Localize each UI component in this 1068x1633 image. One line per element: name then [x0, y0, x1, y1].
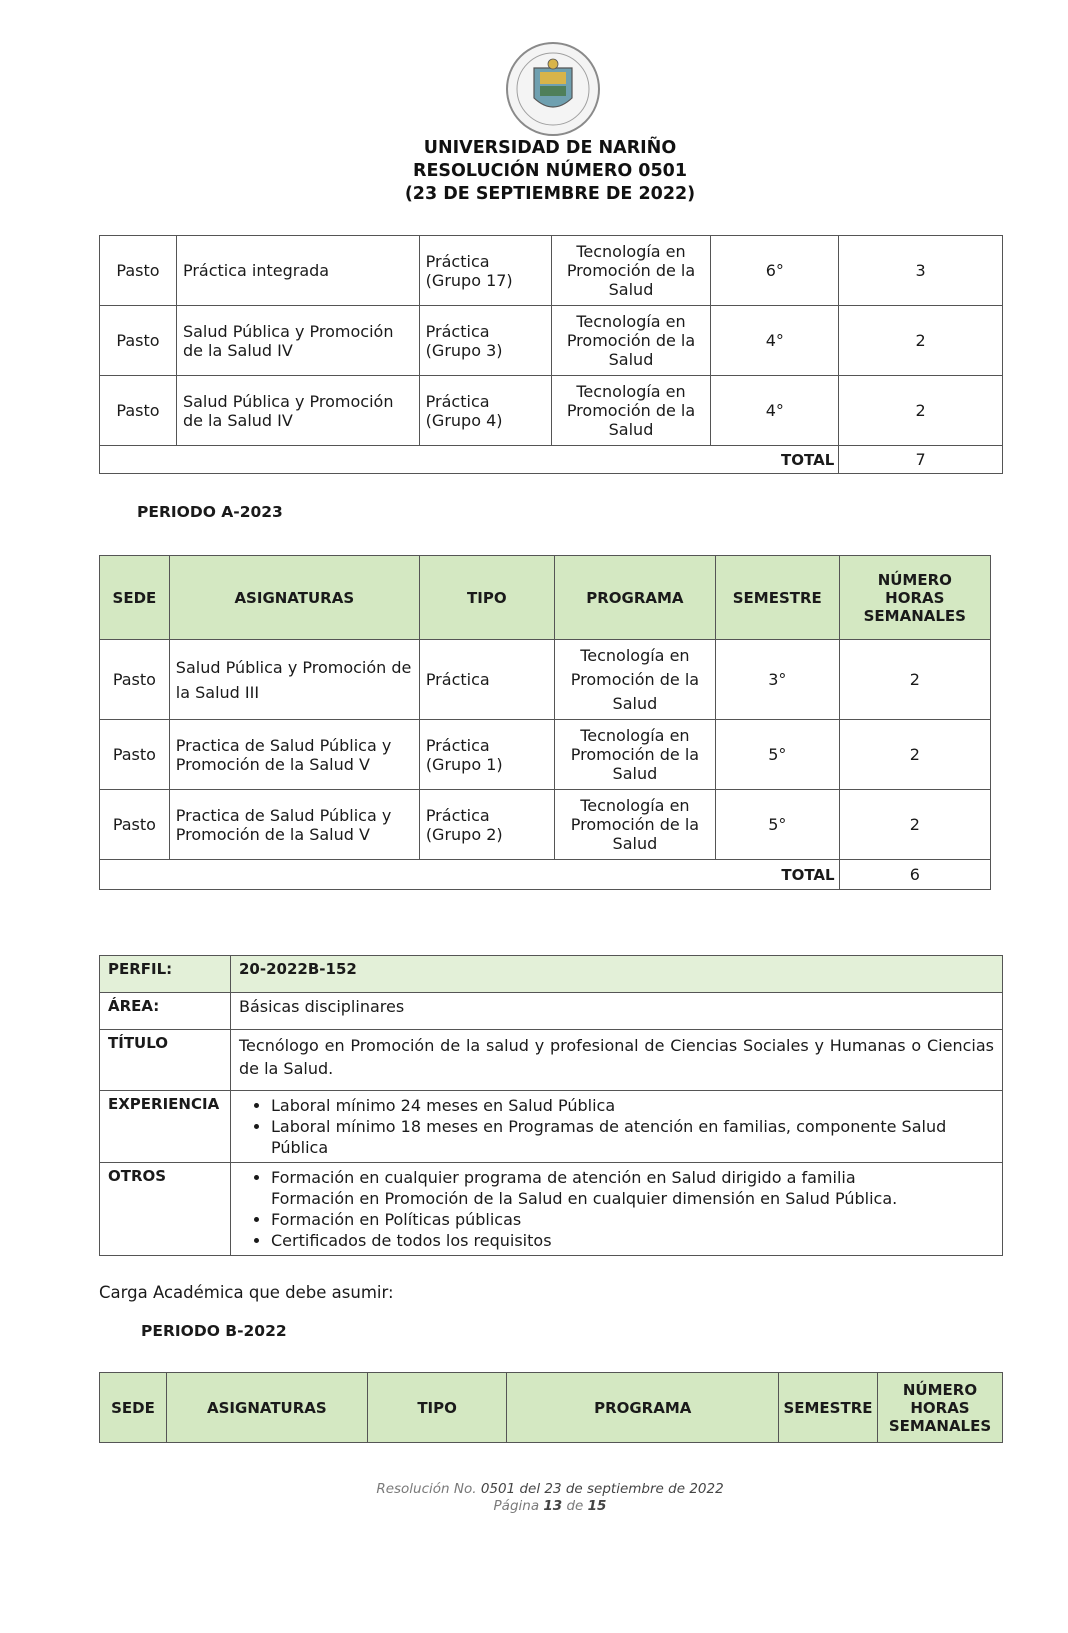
- experiencia-list-cell: [231, 1091, 1003, 1163]
- cell-horas: 2: [839, 790, 990, 860]
- cell-tipo: Práctica: [419, 640, 554, 720]
- header-tipo: TIPO: [367, 1373, 507, 1443]
- footer-page-total: 15: [587, 1498, 607, 1514]
- list-item: • Formación en Políticas públicas: [271, 1209, 994, 1230]
- cell-sede: Pasto: [100, 376, 177, 446]
- cell-sede: Pasto: [100, 640, 170, 720]
- total-value: 6: [839, 860, 990, 890]
- header-asignaturas: ASIGNATURAS: [166, 1373, 367, 1443]
- cell-semestre: 3°: [715, 640, 839, 720]
- total-row: [100, 860, 991, 890]
- header-sede: SEDE: [100, 1373, 167, 1443]
- cell-horas: 2: [839, 376, 1003, 446]
- table-row: [100, 376, 1003, 446]
- header-semestre: SEMESTRE: [715, 556, 839, 640]
- profile-otros-row: [100, 1163, 1003, 1256]
- otros-list: [239, 1167, 994, 1251]
- university-seal: [504, 40, 602, 138]
- cell-asignatura: Practica de Salud Pública y Promoción de la Salud V: [169, 790, 419, 860]
- profile-area-row: [100, 993, 1003, 1030]
- resolution-date: (23 DE SEPTIEMBRE DE 2022): [404, 184, 696, 204]
- header-row: [100, 1373, 1003, 1443]
- list-item: Formación en Promoción de la Salud en cualquier dimensión en Salud Pública.: [271, 1189, 898, 1208]
- titulo-label: TÍTULO: [100, 1030, 231, 1091]
- cell-horas: 2: [839, 306, 1003, 376]
- cell-semestre: 6°: [711, 236, 839, 306]
- footer-page: [0, 1498, 1068, 1515]
- experiencia-label: EXPERIENCIA: [100, 1091, 231, 1163]
- cell-semestre: 5°: [715, 790, 839, 860]
- header-semestre: SEMESTRE: [779, 1373, 878, 1443]
- cell-semestre: 5°: [715, 720, 839, 790]
- cell-horas: 2: [839, 720, 990, 790]
- cell-horas: 3: [839, 236, 1003, 306]
- cell-asignatura: Practica de Salud Pública y Promoción de la Salud V: [169, 720, 419, 790]
- cell-programa: Tecnología en Promoción de la Salud: [551, 376, 711, 446]
- cell-sede: Pasto: [100, 236, 177, 306]
- list-item: • Laboral mínimo 18 meses en Programas de atención en familias, componente Salud Pública: [271, 1116, 994, 1158]
- table-row: [100, 790, 991, 860]
- list-item: • Formación en cualquier programa de atención en Salud dirigido a familia: [271, 1167, 994, 1188]
- footer-resolution-date: 0501 del 23 de septiembre de 2022: [480, 1481, 724, 1497]
- cell-asignatura: Salud Pública y Promoción de la Salud IV: [176, 376, 419, 446]
- list-item: • Certificados de todos los requisitos: [271, 1230, 994, 1251]
- university-name: UNIVERSIDAD DE NARIÑO: [423, 138, 677, 158]
- carga-text: Carga Académica que debe asumir:: [99, 1283, 394, 1302]
- cell-programa: Tecnología en Promoción de la Salud: [554, 720, 715, 790]
- area-label: ÁREA:: [100, 993, 231, 1030]
- cell-tipo: Práctica (Grupo 3): [419, 306, 551, 376]
- otros-list-cell: [231, 1163, 1003, 1256]
- cell-horas: 2: [839, 640, 990, 720]
- profile-table: [99, 955, 1003, 1256]
- total-label: TOTAL: [100, 446, 839, 474]
- profile-experiencia-row: [100, 1091, 1003, 1163]
- experiencia-list: [239, 1095, 994, 1158]
- perfil-value: 20-2022B-152: [231, 956, 1003, 993]
- header-programa: PROGRAMA: [507, 1373, 779, 1443]
- cell-programa: Tecnología en Promoción de la Salud: [551, 236, 711, 306]
- cell-programa: Tecnología en Promoción de la Salud: [551, 306, 711, 376]
- cell-asignatura: Práctica integrada: [176, 236, 419, 306]
- period-a-heading: PERIODO A-2023: [137, 503, 283, 521]
- footer-prefix: Resolución No.: [376, 1481, 477, 1497]
- total-row: [100, 446, 1003, 474]
- header-horas: NÚMERO HORAS SEMANALES: [839, 556, 990, 640]
- footer-de-word: de: [566, 1498, 584, 1514]
- cell-tipo: Práctica (Grupo 17): [419, 236, 551, 306]
- profile-titulo-row: [100, 1030, 1003, 1091]
- total-value: 7: [839, 446, 1003, 474]
- cell-tipo: Práctica (Grupo 2): [419, 790, 554, 860]
- header-tipo: TIPO: [419, 556, 554, 640]
- cell-programa: Tecnología en Promoción de la Salud: [554, 790, 715, 860]
- total-label: TOTAL: [100, 860, 840, 890]
- footer-page-word: Página: [493, 1498, 540, 1514]
- titulo-value: Tecnólogo en Promoción de la salud y profesional de Ciencias Sociales y Humanas o Ciencias de la Salud.: [231, 1030, 1003, 1091]
- perfil-label: PERFIL:: [100, 956, 231, 993]
- header-horas: NÚMERO HORAS SEMANALES: [877, 1373, 1002, 1443]
- cell-sede: Pasto: [100, 790, 170, 860]
- cell-sede: Pasto: [100, 306, 177, 376]
- cell-programa: Tecnología en Promoción de la Salud: [554, 640, 715, 720]
- header-row: [100, 556, 991, 640]
- load-table-period-a: [99, 555, 991, 890]
- footer-resolution: [0, 1481, 1068, 1498]
- cell-semestre: 4°: [711, 376, 839, 446]
- period-b-heading: PERIODO B-2022: [141, 1322, 287, 1340]
- table-row: [100, 306, 1003, 376]
- load-table-previous: [99, 235, 1003, 474]
- cell-tipo: Práctica (Grupo 1): [419, 720, 554, 790]
- header-sede: SEDE: [100, 556, 170, 640]
- header-asignaturas: ASIGNATURAS: [169, 556, 419, 640]
- load-table-period-b: [99, 1372, 1003, 1443]
- cell-asignatura: Salud Pública y Promoción de la Salud IV: [176, 306, 419, 376]
- header-programa: PROGRAMA: [554, 556, 715, 640]
- list-item: • Laboral mínimo 24 meses en Salud Pública: [271, 1095, 994, 1116]
- cell-tipo: Práctica (Grupo 4): [419, 376, 551, 446]
- table-row: [100, 720, 991, 790]
- cell-sede: Pasto: [100, 720, 170, 790]
- resolution-number: RESOLUCIÓN NÚMERO 0501: [413, 161, 687, 181]
- area-value: Básicas disciplinares: [231, 993, 1003, 1030]
- profile-perfil-row: [100, 956, 1003, 993]
- footer-page-number: 13: [543, 1498, 563, 1514]
- otros-label: OTROS: [100, 1163, 231, 1256]
- cell-semestre: 4°: [711, 306, 839, 376]
- table-row: [100, 640, 991, 720]
- table-row: [100, 236, 1003, 306]
- cell-asignatura: Salud Pública y Promoción de la Salud III: [169, 640, 419, 720]
